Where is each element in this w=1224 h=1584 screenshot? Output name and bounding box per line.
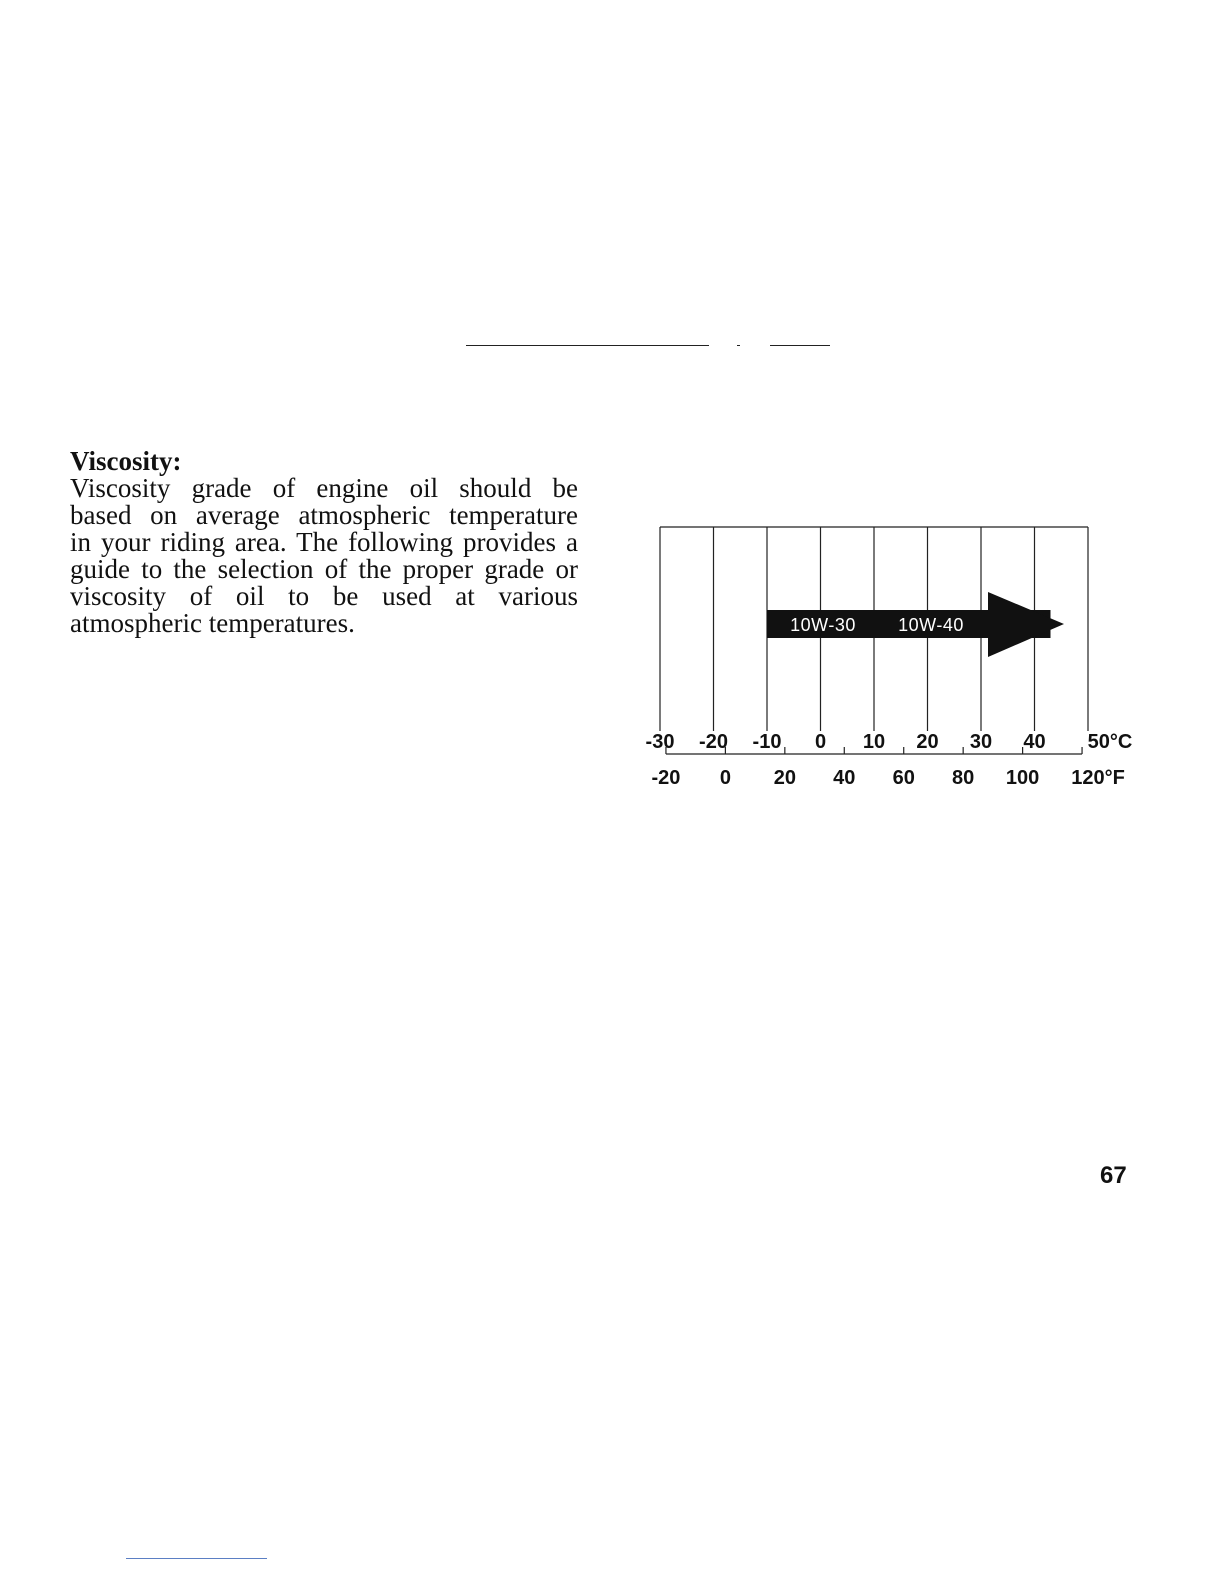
fahrenheit-tick-label: 120°F bbox=[1071, 767, 1125, 789]
chart-axis bbox=[646, 731, 1133, 789]
fahrenheit-tick-label: 0 bbox=[719, 767, 731, 789]
viscosity-section bbox=[70, 448, 578, 637]
page-number: 67 bbox=[1100, 1162, 1127, 1189]
celsius-tick-label: -10 bbox=[752, 731, 782, 753]
top-rule-segment bbox=[770, 345, 830, 346]
fahrenheit-tick-label: 40 bbox=[833, 767, 856, 789]
body-line: in your riding area. The following provides a bbox=[70, 527, 578, 557]
body-line: guide to the selection of the proper grade or bbox=[70, 554, 578, 584]
celsius-tick-label: 40 bbox=[1023, 731, 1046, 753]
viscosity-temperature-chart bbox=[630, 510, 1150, 810]
celsius-tick-label: 10 bbox=[862, 731, 886, 753]
body-line: viscosity of oil to be used at various bbox=[70, 581, 578, 611]
celsius-tick-label: 20 bbox=[916, 731, 939, 753]
fahrenheit-tick-label: 60 bbox=[892, 767, 915, 789]
chart-bar-group bbox=[767, 592, 1064, 657]
celsius-tick-label: 0 bbox=[814, 731, 827, 753]
body-line: based on average atmospheric temperature bbox=[70, 500, 578, 530]
fahrenheit-tick-label: -20 bbox=[651, 767, 681, 789]
footer-rule bbox=[126, 1558, 267, 1559]
body-line: Viscosity grade of engine oil should be bbox=[70, 473, 578, 503]
celsius-tick-label: -20 bbox=[699, 731, 728, 753]
celsius-tick-label: 30 bbox=[969, 731, 993, 753]
body-line: atmospheric temperatures. bbox=[70, 608, 355, 638]
fahrenheit-tick-label: 80 bbox=[952, 767, 975, 789]
chart-bar-arrowhead bbox=[988, 592, 1064, 657]
fahrenheit-tick-label: 20 bbox=[773, 767, 796, 789]
top-rule-dot bbox=[737, 345, 740, 346]
chart-bar-label: 10W-30 bbox=[790, 615, 856, 635]
celsius-tick-label: -30 bbox=[645, 731, 675, 753]
section-heading: Viscosity: bbox=[70, 446, 182, 476]
fahrenheit-tick-label: 100 bbox=[1005, 767, 1040, 789]
chart-bar-label: 10W-40 bbox=[898, 615, 964, 635]
top-rule bbox=[466, 345, 709, 346]
section-body bbox=[70, 475, 578, 637]
celsius-tick-label: 50°C bbox=[1087, 731, 1133, 753]
